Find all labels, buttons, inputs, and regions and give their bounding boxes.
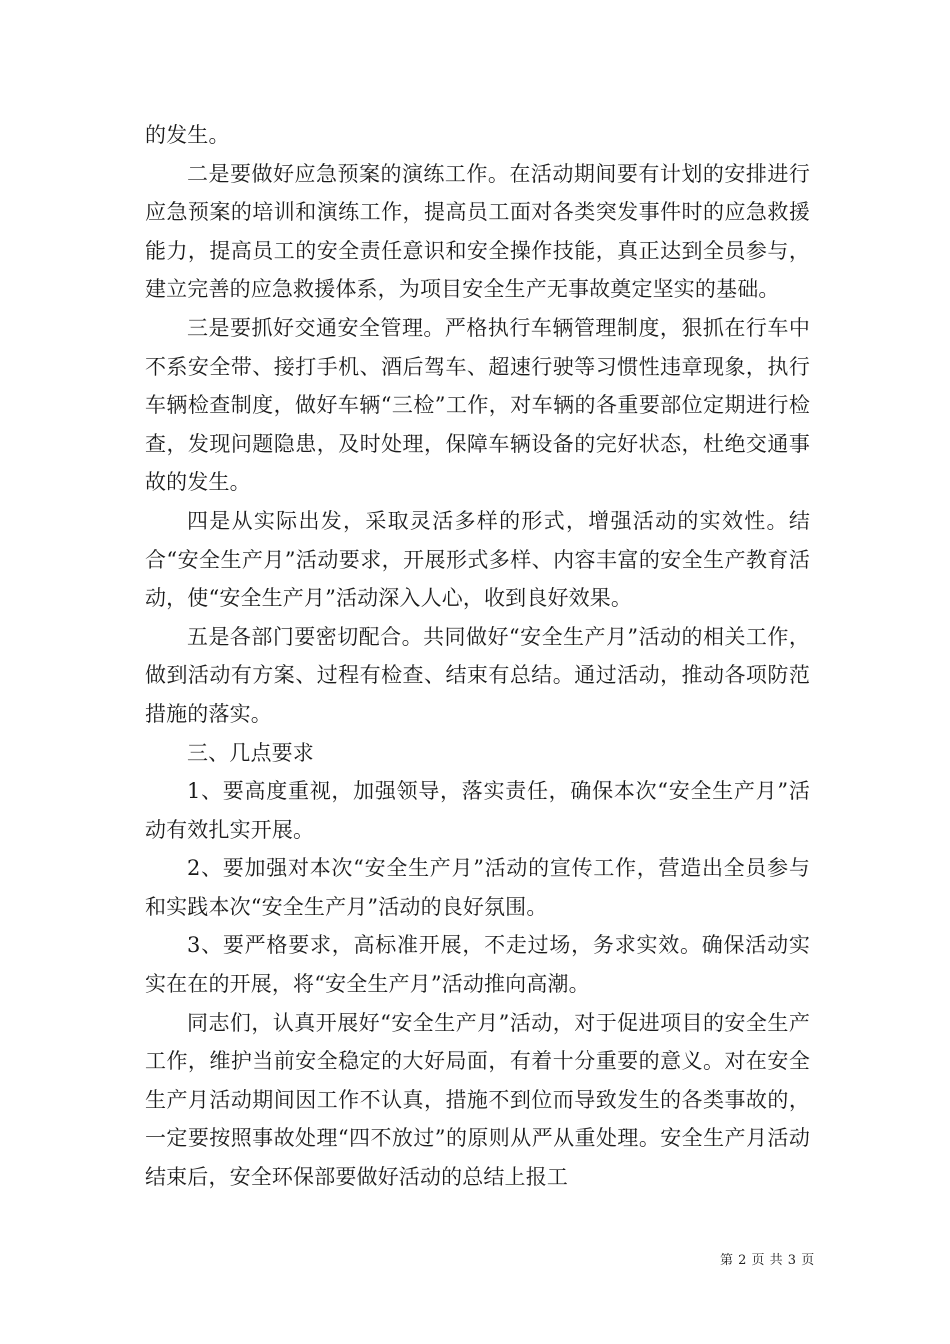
paragraph-continuation: 的发生。 bbox=[145, 123, 230, 147]
requirement-item-2: 2、要加强对本次“安全生产月”活动的宣传工作，营造出全员参与和实践本次“安全生产月”活动的良好氛围。 bbox=[145, 856, 810, 919]
paragraph-department-cooperation: 五是各部门要密切配合。共同做好“安全生产月”活动的相关工作，做到活动有方案、过程有检查、结束有总结。通过活动，推动各项防范措施的落实。 bbox=[145, 624, 810, 726]
requirement-item-3: 3、要严格要求，高标准开展，不走过场，务求实效。确保活动实实在在的开展，将“安全生产月”活动推向高潮。 bbox=[145, 933, 810, 997]
paragraph-flexible-forms: 四是从实际出发，采取灵活多样的形式，增强活动的实效性。结合“安全生产月”活动要求，开展形式多样、内容丰富的安全生产教育活动，使“安全生产月”活动深入人心，收到良好效果。 bbox=[145, 508, 810, 611]
body-text bbox=[145, 116, 810, 1197]
section-heading-requirements: 三、几点要求 bbox=[187, 740, 314, 765]
paragraph-emergency-drill: 二是要做好应急预案的演练工作。在活动期间要有计划的安排进行应急预案的培训和演练工作，提高员工面对各类突发事件时的应急救援能力，提高员工的安全责任意识和安全操作技能，真正达到全员参与，建立完善的应急救援体系，为项目安全生产无事故奠定坚实的基础。 bbox=[145, 161, 810, 302]
paragraph-traffic-safety: 三是要抓好交通安全管理。严格执行车辆管理制度，狠抓在行车中不系安全带、接打手机、酒后驾车、超速行驶等习惯性违章现象，执行车辆检查制度，做好车辆“三检”工作，对车辆的各重要部位定期进行检查，发现问题隐患，及时处理，保障车辆设备的完好状态，杜绝交通事故的发生。 bbox=[145, 315, 810, 495]
paragraph-closing: 同志们，认真开展好“安全生产月”活动，对于促进项目的安全生产工作，维护当前安全稳定的大好局面，有着十分重要的意义。对在安全生产月活动期间因工作不认真，措施不到位而导致发生的各类事故的，一定要按照事故处理“四不放过”的原则从严从重处理。安全生产月活动结束后，安全环保部要做好活动的总结上报工 bbox=[145, 1010, 810, 1190]
requirement-item-1: 1、要高度重视，加强领导，落实责任，确保本次“安全生产月”活动有效扎实开展。 bbox=[145, 779, 810, 842]
page-number-footer: 第 2 页 共 3 页 bbox=[720, 1253, 815, 1268]
